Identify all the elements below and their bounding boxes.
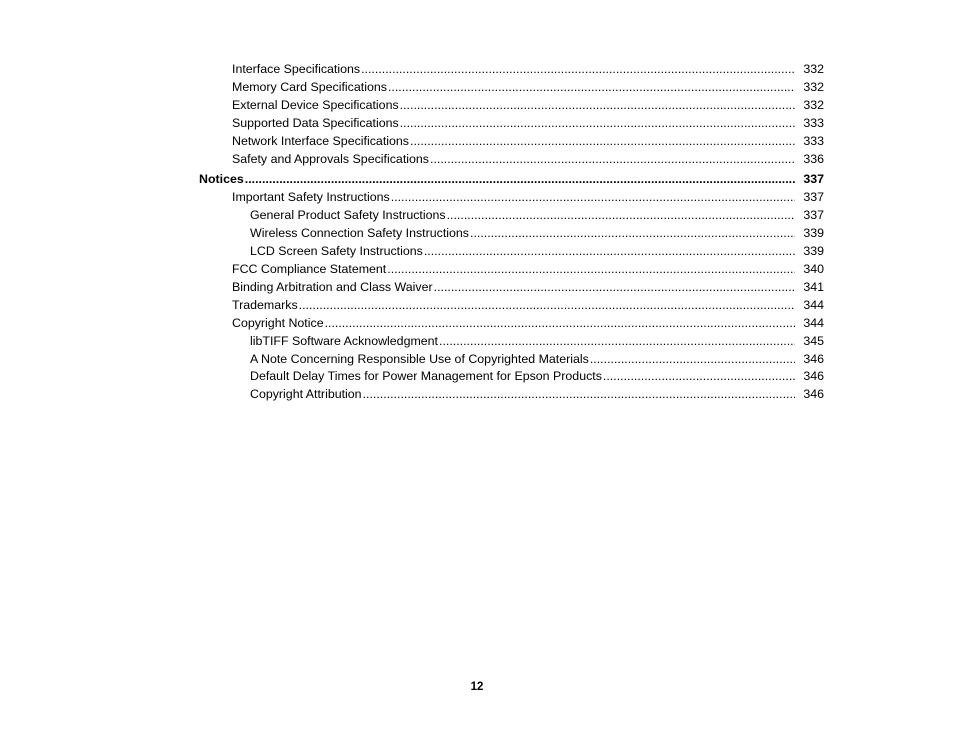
toc-entry-page: 341 [803,279,824,294]
toc-dot-leader [391,189,795,207]
toc-dot-leader [410,133,795,151]
toc-entry[interactable] [199,261,824,279]
toc-entry-title: Trademarks [232,297,298,312]
toc-entry[interactable] [199,189,824,207]
toc-entry-title: Default Delay Times for Power Management for Epson Products [250,369,602,384]
toc-entry-page: 337 [803,208,824,223]
toc-entry-page: 339 [803,244,824,259]
toc-entry-page: 346 [803,369,824,384]
toc-entry-title: General Product Safety Instructions [250,208,446,223]
toc-entry-page: 332 [803,97,824,112]
toc-entry-page: 333 [803,115,824,130]
toc-entry[interactable] [199,115,824,133]
toc-dot-leader [363,386,795,404]
toc-entry-title: A Note Concerning Responsible Use of Copyrighted Materials [250,351,589,366]
toc-dot-leader [400,97,795,115]
toc-entry[interactable] [199,79,824,97]
toc-section-title: Notices [199,172,244,187]
toc-dot-leader [590,351,795,369]
toc-entry[interactable] [199,279,824,297]
toc-entry-page: 340 [803,261,824,276]
toc-entry-title: libTIFF Software Acknowledgment [250,333,439,348]
toc-subentry[interactable] [199,368,824,386]
toc-entry-page: 336 [803,151,824,166]
toc-entry-title: Binding Arbitration and Class Waiver [232,279,433,294]
toc-entry-page: 344 [803,297,824,312]
toc-entry-title: Safety and Approvals Specifications [232,151,429,166]
toc-dot-leader [470,225,795,243]
toc-entry-title: Memory Card Specifications [232,79,387,94]
toc-entry-page: 344 [803,315,824,330]
toc-entry[interactable] [199,133,824,151]
toc-dot-leader [245,171,795,189]
toc-entry-title: Copyright Attribution [250,387,362,402]
toc-dot-leader [439,333,795,351]
toc-entry-title: Wireless Connection Safety Instructions [250,226,469,241]
toc-entry-page: 332 [803,79,824,94]
toc-entry-title: Interface Specifications [232,62,361,76]
toc-subentry[interactable] [199,225,824,243]
toc-subentry[interactable] [199,207,824,225]
toc-entry-title: Supported Data Specifications [232,115,399,130]
toc-subentry[interactable] [199,386,824,404]
toc-dot-leader [603,368,795,386]
toc-entry[interactable] [199,97,824,115]
toc-entry-page: 333 [803,133,824,148]
toc-entry-title: Copyright Notice [232,315,324,330]
toc-entry-title: External Device Specifications [232,97,399,112]
table-of-contents [199,61,824,404]
toc-entry-page: 337 [803,190,824,205]
toc-dot-leader [447,207,795,225]
toc-entry-page: 345 [803,333,824,348]
toc-entry-title: Network Interface Specifications [232,133,409,148]
toc-dot-leader [325,315,795,333]
toc-dot-leader [387,261,795,279]
toc-dot-leader [299,297,795,315]
toc-section-notices[interactable] [199,171,824,189]
toc-entry[interactable] [199,297,824,315]
toc-dot-leader [424,243,795,261]
page-number: 12 [470,681,484,693]
toc-dot-leader [388,79,795,97]
toc-entry-page: 346 [803,351,824,366]
toc-entry-page: 339 [803,226,824,241]
toc-subentry[interactable] [199,333,824,351]
toc-entry-title: LCD Screen Safety Instructions [250,244,423,259]
toc-entry[interactable] [199,315,824,333]
toc-dot-leader [430,151,795,169]
toc-section-page: 337 [803,172,824,187]
toc-entry-title: FCC Compliance Statement [232,261,387,276]
toc-entry[interactable] [199,61,824,79]
toc-dot-leader [361,61,795,79]
toc-subentry[interactable] [199,351,824,369]
toc-entry-page: 332 [803,62,824,76]
toc-subentry[interactable] [199,243,824,261]
toc-entry-title: Important Safety Instructions [232,190,390,205]
toc-entry[interactable] [199,151,824,169]
toc-dot-leader [400,115,795,133]
toc-entry-page: 346 [803,387,824,402]
toc-dot-leader [434,279,795,297]
